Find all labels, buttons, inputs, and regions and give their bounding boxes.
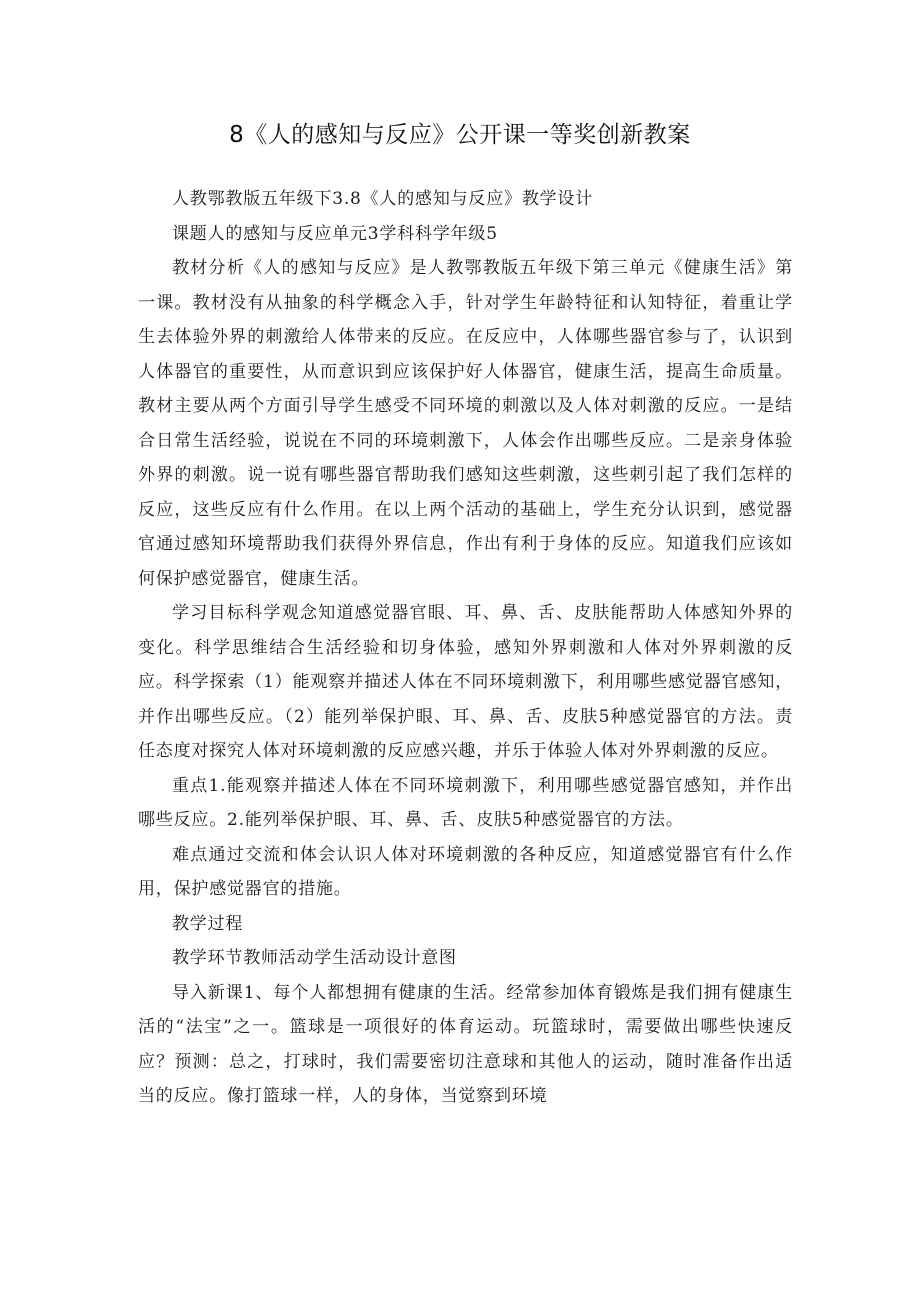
material-analysis-paragraph: 教材分析《人的感知与反应》是人教鄂教版五年级下第三单元《健康生活》第一课。教材没有从抽象的科学概念入手，针对学生年龄特征和认知特征，着重让学生去体验外界的刺激给人体带来的反应。在反应中，人体哪些器官参与了，认识到人体器官的重要性，从而意识到应该保护好人体器官，健康生活，提高生命质量。教材主要从两个方面引导学生感受不同环境的刺激以及人体对刺激的反应。一是结合日常生活经验，说说在不同的环境刺激下，人体会作出哪些反应。二是亲身体验外界的刺激。说一说有哪些器官帮助我们感知这些刺激，这些刺引起了我们怎样的反应，这些反应有什么作用。在以上两个活动的基础上，学生充分认识到，感觉器官通过感知环境帮助我们获得外界信息，作出有利于身体的反应。知道我们应该如何保护感觉器官，健康生活。: [138, 258, 793, 589]
document-title: 8《人的感知与反应》公开课一等奖创新教案: [229, 122, 691, 148]
document-body: [138, 182, 793, 1114]
learning-goals-paragraph: 学习目标科学观念知道感觉器官眼、耳、鼻、舌、皮肤能帮助人体感知外界的变化。科学思维结合生活经验和切身体验，感知外界刺激和人体对外界刺激的反应。科学探索（1）能观察并描述人体在不同环境刺激下，利用哪些感觉器官感知，并作出哪些反应。（2）能列举保护眼、耳、鼻、舌、皮肤5种感觉器官的方法。责任态度对探究人体对环境刺激的反应感兴趣，并乐于体验人体对外界刺激的反应。: [138, 603, 793, 761]
subtitle-paragraph: 人教鄂教版五年级下3.8《人的感知与反应》教学设计: [172, 189, 594, 209]
course-info-paragraph: 课题人的感知与反应单元3学科科学年级5: [172, 223, 498, 244]
difficulties-paragraph: 难点通过交流和体会认识人体对环境刺激的各种反应，知道感觉器官有什么作用，保护感觉器官的措施。: [138, 844, 793, 899]
teaching-process-heading: 教学过程: [172, 913, 244, 934]
introduction-paragraph: 导入新课1、每个人都想拥有健康的生活。经常参加体育锻炼是我们拥有健康生活的“法宝”之一。篮球是一项很好的体育运动。玩篮球时，需要做出哪些快速反应？预测：总之，打球时，我们需要密切注意球和其他人的运动，随时准备作出适当的反应。像打篮球一样，人的身体，当觉察到环境: [138, 982, 793, 1106]
key-points-paragraph: 重点1.能观察并描述人体在不同环境刺激下，利用哪些感觉器官感知，并作出哪些反应。2.能列举保护眼、耳、鼻、舌、皮肤5种感觉器官的方法。: [138, 775, 793, 830]
teaching-table-header: 教学环节教师活动学生活动设计意图: [172, 948, 457, 968]
